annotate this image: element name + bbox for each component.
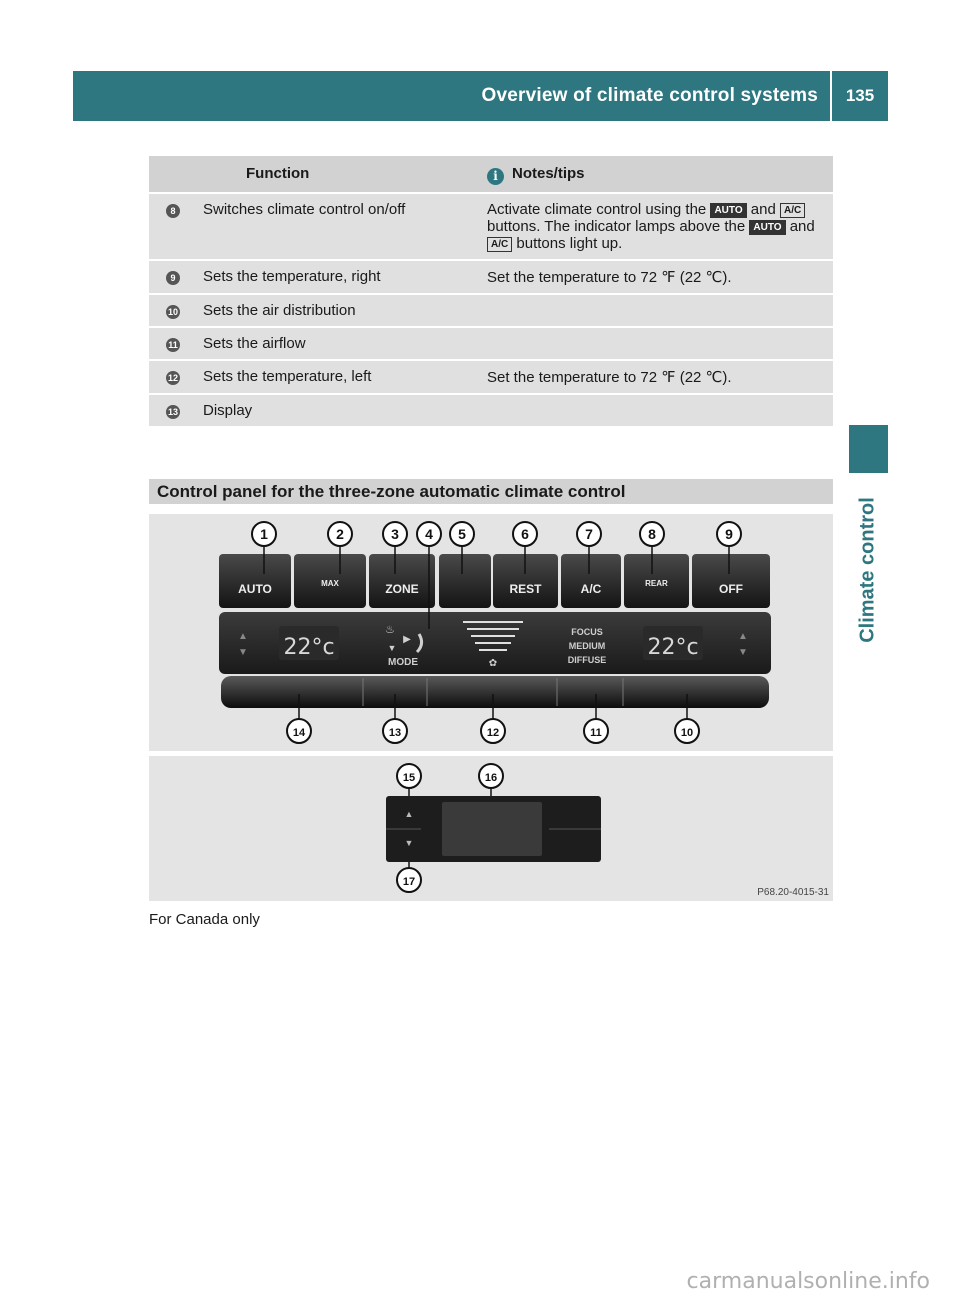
- callout-number: 4: [425, 526, 433, 542]
- section-heading: Control panel for the three-zone automatic climate control: [149, 479, 833, 504]
- notes-cell: Activate climate control using the AUTO and A/C buttons. The indicator lamps above the AUTO and A/C buttons light up.: [481, 194, 833, 259]
- function-cell: Sets the temperature, right: [197, 261, 481, 293]
- side-label-text: Climate control: [856, 497, 879, 643]
- callout-number: 11: [590, 727, 602, 739]
- callout-number: 12: [486, 727, 500, 739]
- table-row: [149, 328, 833, 359]
- notes-cell: [481, 328, 833, 359]
- panel-button-label: REST: [509, 582, 542, 596]
- function-cell: Display: [197, 395, 481, 426]
- row-number-cell: [149, 295, 197, 326]
- function-cell: Sets the air distribution: [197, 295, 481, 326]
- right-up-arrow-icon: ▲: [738, 631, 748, 642]
- mode-right-arrow-icon: ▶: [403, 634, 411, 645]
- mode-down-arrow-icon: ▼: [387, 643, 397, 653]
- right-temp-display: 22°c: [647, 635, 699, 660]
- callout-number: 15: [402, 772, 416, 784]
- row-number-cell: [149, 361, 197, 393]
- header-bar: [73, 71, 888, 121]
- mode-label: MODE: [388, 657, 418, 668]
- item-number-badge: 13: [167, 407, 178, 417]
- rear-up-arrow-icon: ▲: [404, 809, 414, 819]
- header-notes: [481, 156, 833, 192]
- figure-ref-code: P68.20-4015-31: [757, 887, 829, 898]
- notes-cell: Set the temperature to 72 ℉ (22 ℃).: [481, 261, 833, 293]
- header-function-label: Function: [246, 165, 310, 182]
- figure-caption: For Canada only: [149, 911, 260, 928]
- header-notes-label: Notes/tips: [512, 165, 585, 182]
- function-table: [149, 154, 833, 428]
- fan-icon: ✿: [488, 658, 498, 669]
- air-mode-focus: FOCUS: [571, 627, 603, 637]
- callout-number: 6: [521, 526, 529, 542]
- row-number-cell: [149, 395, 197, 426]
- row-number-cell: [149, 261, 197, 293]
- callout-number: 2: [336, 526, 344, 542]
- panel-button-label: A/C: [580, 582, 602, 596]
- panel-button: [561, 554, 621, 608]
- row-number-cell: [149, 328, 197, 359]
- left-up-arrow-icon: ▲: [238, 631, 248, 642]
- table-row: [149, 295, 833, 326]
- panel-button-label: REAR: [645, 579, 668, 588]
- panel-button-label: ZONE: [385, 582, 419, 596]
- callout-number: 14: [292, 727, 306, 739]
- panel-button: [219, 554, 291, 608]
- notes-cell: [481, 295, 833, 326]
- callout-number: 16: [484, 772, 498, 784]
- left-down-arrow-icon: ▼: [238, 647, 248, 658]
- item-number-badge: 11: [166, 338, 180, 352]
- item-number-badge: 10: [167, 307, 178, 317]
- callout-number: 17: [402, 876, 416, 888]
- function-cell: Sets the airflow: [197, 328, 481, 359]
- rear-display-window: [442, 802, 542, 856]
- table-row: [149, 361, 833, 393]
- auto-key-icon: AUTO: [710, 203, 746, 218]
- right-down-arrow-icon: ▼: [738, 647, 748, 658]
- windshield-defrost-icon: ♨: [385, 624, 395, 636]
- callout-number: 13: [388, 727, 402, 739]
- left-temp-display: 22°c: [283, 635, 335, 660]
- table-row: [149, 395, 833, 426]
- button-row: [219, 554, 770, 608]
- item-number-badge: 9: [166, 271, 180, 285]
- callout-number: 1: [260, 526, 268, 542]
- panel-button-label: OFF: [719, 582, 743, 596]
- callout-number: 8: [648, 526, 656, 542]
- item-number-badge: 8: [166, 204, 180, 218]
- callout-number: 9: [725, 526, 733, 542]
- callout-number: 3: [391, 526, 399, 542]
- panel-button-label: MAX: [321, 579, 339, 588]
- header-function: [197, 156, 481, 192]
- panel-button-label: AUTO: [238, 582, 272, 596]
- panel-button: [692, 554, 770, 608]
- table-row: [149, 261, 833, 293]
- notes-cell: Set the temperature to 72 ℉ (22 ℃).: [481, 361, 833, 393]
- table-row: [149, 194, 833, 259]
- panel-button: [369, 554, 435, 608]
- info-icon: i: [487, 168, 504, 185]
- table-body: [149, 194, 833, 426]
- ac-key-icon: A/C: [780, 203, 805, 218]
- header-num-cell: [149, 156, 197, 192]
- climate-panel-figure: [149, 514, 833, 901]
- function-cell: Sets the temperature, left: [197, 361, 481, 393]
- callout-number: 10: [680, 727, 694, 739]
- ac-key-icon: A/C: [487, 237, 512, 252]
- notes-cell: [481, 395, 833, 426]
- header-title: Overview of climate control systems: [481, 85, 818, 106]
- item-number-badge: 12: [167, 373, 178, 383]
- rear-down-arrow-icon: ▼: [404, 838, 414, 848]
- table-header-row: [149, 156, 833, 192]
- air-mode-medium: MEDIUM: [568, 641, 606, 651]
- side-tab-block: [849, 425, 888, 473]
- watermark: carmanualsonline.info: [686, 1269, 930, 1294]
- callout-number: 5: [458, 526, 466, 542]
- function-cell: Switches climate control on/off: [197, 194, 481, 259]
- auto-key-icon: AUTO: [749, 220, 785, 235]
- callout-number: 7: [585, 526, 593, 542]
- panel-button: [439, 554, 491, 608]
- page-number: 135: [845, 86, 875, 105]
- air-mode-diffuse: DIFFUSE: [567, 655, 607, 665]
- row-number-cell: [149, 194, 197, 259]
